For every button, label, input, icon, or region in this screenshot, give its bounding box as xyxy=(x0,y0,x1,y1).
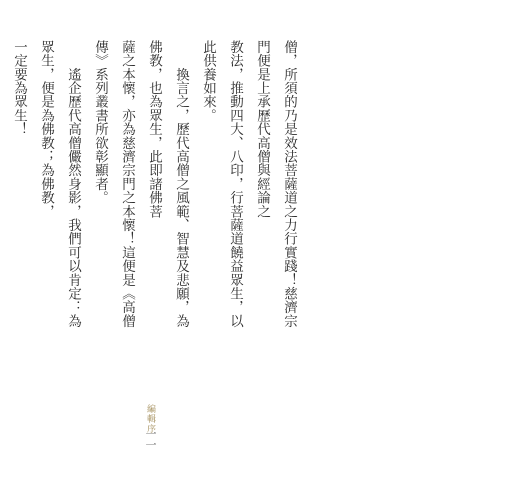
text-column: 教法，推動四大、八印，行菩薩道饒益眾生，以此供養如來。 xyxy=(200,40,243,328)
text-column: 薩之本懷，亦為慈濟宗門之本懷！這便是《高僧傳》系列叢書所欲彰顯者。 xyxy=(92,40,135,328)
text-column: 一定要為眾生！ xyxy=(11,40,27,136)
page-number: 一一 xyxy=(144,428,157,450)
section-label: 編輯序 xyxy=(145,404,155,434)
text-column: 遙企歷代高僧儼然身影，我們可以肯定：為眾生，便是為佛教；為佛教， xyxy=(38,40,81,328)
text-column: 換言之，歷代高僧之風範、智慧及悲願，為佛教，也為眾生，此即諸佛菩 xyxy=(146,40,189,328)
body-text xyxy=(5,40,302,340)
text-column: 僧，所須的乃是效法菩薩道之力行實踐！慈濟宗門便是上承歷代高僧與經論之 xyxy=(254,40,297,328)
